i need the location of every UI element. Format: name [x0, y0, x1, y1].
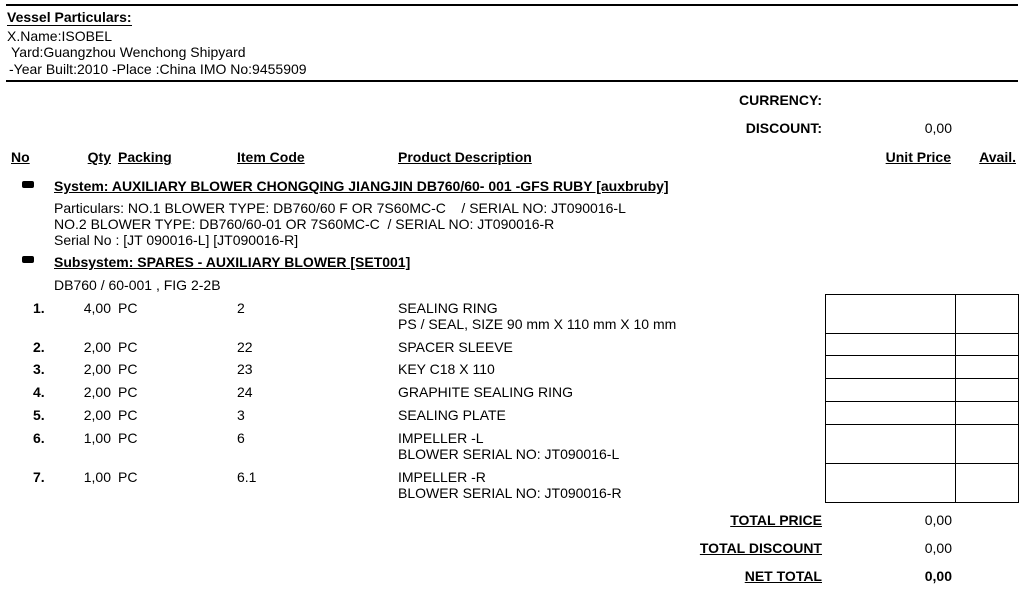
- system-title: System: AUXILIARY BLOWER CHONGQING JIANGJIN DB760/60- 001 -GFS RUBY [auxbruby]: [54, 178, 669, 194]
- item-4-qty: 2,00: [83, 384, 111, 400]
- col-qty: Qty: [87, 149, 111, 165]
- item-3-desc: KEY C18 X 110: [398, 361, 495, 377]
- subsystem-bullet: [22, 256, 34, 263]
- item-6-code: 6: [237, 430, 245, 446]
- vessel-built: -Year Built:2010 -Place :China IMO No:9455909: [9, 61, 307, 77]
- item-1-packing: PC: [118, 300, 138, 316]
- item-3-packing: PC: [118, 361, 138, 377]
- item-6-desc: IMPELLER -L: [398, 430, 484, 446]
- net-total-value: 0,00: [924, 568, 952, 584]
- item-3-code: 23: [237, 361, 253, 377]
- item-7-no: 7.: [33, 469, 45, 485]
- system-particulars-3: Serial No : [JT 090016-L] [JT090016-R]: [54, 232, 299, 248]
- item-1-desc: SEALING RING: [398, 300, 498, 316]
- total-discount-label: TOTAL DISCOUNT: [699, 540, 822, 556]
- col-avail: Avail.: [979, 149, 1016, 165]
- vessel-heading: Vessel Particulars:: [7, 9, 132, 25]
- discount-value: 0,00: [924, 120, 952, 136]
- price-entry-grid: [825, 294, 1019, 503]
- col-item-code: Item Code: [237, 149, 305, 165]
- item-1-code: 2: [237, 300, 245, 316]
- item-6-packing: PC: [118, 430, 138, 446]
- total-price-label: TOTAL PRICE: [730, 512, 822, 528]
- item-4-code: 24: [237, 384, 253, 400]
- item-6-desc2: BLOWER SERIAL NO: JT090016-L: [398, 446, 620, 462]
- item-2-no: 2.: [33, 339, 45, 355]
- col-unit-price: Unit Price: [885, 149, 951, 165]
- item-1-qty: 4,00: [83, 300, 111, 316]
- item-1-no: 1.: [33, 300, 45, 316]
- item-2-qty: 2,00: [83, 339, 111, 355]
- item-4-no: 4.: [33, 384, 45, 400]
- item-6-qty: 1,00: [83, 430, 111, 446]
- col-product-description: Product Description: [398, 149, 532, 165]
- item-7-desc: IMPELLER -R: [398, 469, 486, 485]
- item-7-desc2: BLOWER SERIAL NO: JT090016-R: [398, 485, 622, 501]
- item-4-desc: GRAPHITE SEALING RING: [398, 384, 574, 400]
- price-entry-grid-row-line: [826, 401, 1018, 402]
- vessel-name: X.Name:ISOBEL: [7, 28, 113, 44]
- net-total-label: NET TOTAL: [744, 568, 822, 584]
- top-rule: [6, 4, 1018, 6]
- item-5-no: 5.: [33, 407, 45, 423]
- currency-label: CURRENCY:: [739, 92, 822, 108]
- item-2-packing: PC: [118, 339, 138, 355]
- price-entry-grid-row-line: [826, 333, 1018, 334]
- col-packing: Packing: [118, 149, 172, 165]
- system-particulars-2: NO.2 BLOWER TYPE: DB760/60-01 OR 7S60MC-C / SERIAL NO: JT090016-R: [54, 216, 555, 232]
- item-2-desc: SPACER SLEEVE: [398, 339, 513, 355]
- item-7-code: 6.1: [237, 469, 257, 485]
- subsystem-ref: DB760 / 60-001 , FIG 2-2B: [54, 277, 221, 293]
- vessel-yard: Yard:Guangzhou Wenchong Shipyard: [11, 44, 246, 60]
- item-7-qty: 1,00: [83, 469, 111, 485]
- item-4-packing: PC: [118, 384, 138, 400]
- total-price-value: 0,00: [924, 512, 952, 528]
- item-5-desc: SEALING PLATE: [398, 407, 506, 423]
- total-discount-value: 0,00: [924, 540, 952, 556]
- item-5-code: 3: [237, 407, 245, 423]
- item-7-packing: PC: [118, 469, 138, 485]
- price-entry-grid-row-line: [826, 355, 1018, 356]
- item-3-qty: 2,00: [83, 361, 111, 377]
- discount-label: DISCOUNT:: [745, 120, 822, 136]
- system-bullet: [22, 181, 34, 188]
- price-entry-grid-divider: [955, 295, 956, 502]
- price-entry-grid-row-line: [826, 463, 1018, 464]
- vessel-rule: [6, 80, 1018, 82]
- item-1-desc2: PS / SEAL, SIZE 90 mm X 110 mm X 10 mm: [398, 316, 677, 332]
- system-particulars-1: Particulars: NO.1 BLOWER TYPE: DB760/60 F OR 7S60MC-C / SERIAL NO: JT090016-L: [54, 200, 626, 216]
- item-2-code: 22: [237, 339, 253, 355]
- price-entry-grid-row-line: [826, 378, 1018, 379]
- price-entry-grid-row-line: [826, 424, 1018, 425]
- item-3-no: 3.: [33, 361, 45, 377]
- item-6-no: 6.: [33, 430, 45, 446]
- item-5-packing: PC: [118, 407, 138, 423]
- col-no: No: [11, 149, 30, 165]
- item-5-qty: 2,00: [83, 407, 111, 423]
- subsystem-title: Subsystem: SPARES - AUXILIARY BLOWER [SET001]: [54, 254, 411, 270]
